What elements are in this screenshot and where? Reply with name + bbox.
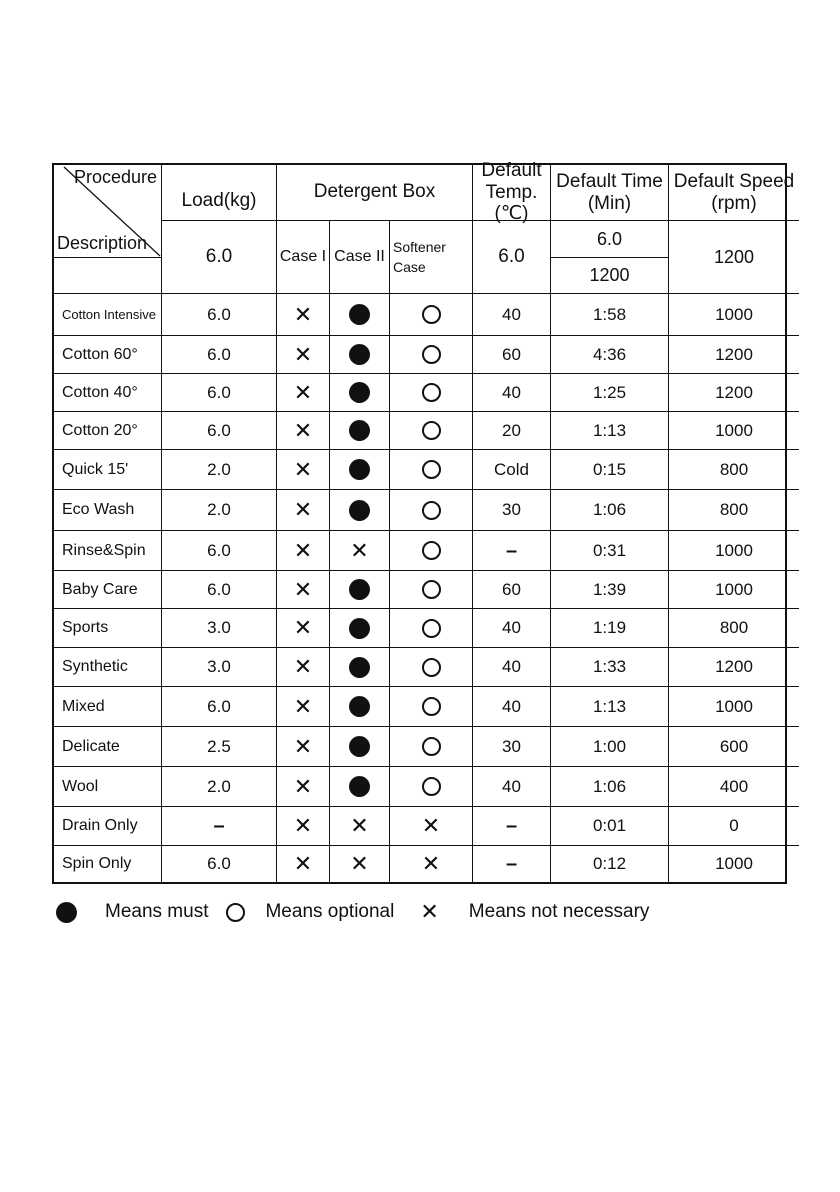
program-name: Cotton 20° xyxy=(62,421,138,439)
program-name-cell xyxy=(54,531,162,571)
time-value: 1:39 xyxy=(592,579,627,599)
cross-icon: ✕ xyxy=(421,851,441,876)
case2-cell xyxy=(330,490,390,531)
speed-value: 0 xyxy=(729,816,739,835)
temp-value: 40 xyxy=(502,696,521,716)
case2-cell xyxy=(330,450,390,490)
case1-cell xyxy=(277,807,330,846)
speed-cell xyxy=(669,767,799,807)
case2-cell xyxy=(330,336,390,374)
temp-cell xyxy=(473,294,551,336)
program-name: Wool xyxy=(62,777,99,795)
case2-cell xyxy=(330,294,390,336)
load-cell xyxy=(162,727,277,767)
default-time-header xyxy=(551,165,669,221)
softener-cell xyxy=(390,412,473,450)
time-value: 0:15 xyxy=(592,459,627,479)
speed-cell xyxy=(669,807,799,846)
filled-circle-icon xyxy=(349,776,370,797)
load-cell xyxy=(162,609,277,648)
cross-icon: ✕ xyxy=(293,773,313,799)
load-value: 3.0 xyxy=(207,657,231,676)
load-value: 6.0 xyxy=(207,579,231,599)
time-cell xyxy=(551,294,669,336)
program-name-cell xyxy=(54,648,162,687)
load-value: 2.5 xyxy=(207,736,231,756)
softener-cell xyxy=(390,294,473,336)
case1-cell xyxy=(277,374,330,412)
program-name-cell xyxy=(54,846,162,882)
legend-must: Means must xyxy=(105,901,209,922)
cross-icon: ✕ xyxy=(293,851,313,876)
load-value: 6.0 xyxy=(207,420,231,440)
speed-cell xyxy=(669,412,799,450)
program-name-cell xyxy=(54,412,162,450)
time-value: 1:13 xyxy=(592,420,627,440)
speed-cell xyxy=(669,609,799,648)
time-cell xyxy=(551,336,669,374)
program-table xyxy=(52,159,795,884)
default-speed-header-text: Default Speed (rpm) xyxy=(673,170,795,214)
filled-circle-icon xyxy=(349,459,370,480)
time-cell xyxy=(551,609,669,648)
cross-icon: ✕ xyxy=(293,417,313,443)
case2-cell xyxy=(330,687,390,727)
time-cell xyxy=(551,648,669,687)
case1-cell xyxy=(277,336,330,374)
program-name-cell xyxy=(54,490,162,531)
load-value: 6.0 xyxy=(207,696,231,716)
speed-value: 1000 xyxy=(715,696,753,716)
description-label: Description xyxy=(57,233,148,253)
filled-circle-icon xyxy=(349,304,370,325)
case1-cell xyxy=(277,490,330,531)
program-name-cell xyxy=(54,571,162,609)
cross-icon: ✕ xyxy=(293,576,313,602)
load-value: 3.0 xyxy=(207,618,231,637)
case2-cell xyxy=(330,648,390,687)
program-name: Spin Only xyxy=(62,855,132,872)
temp-cell xyxy=(473,412,551,450)
softener-cell xyxy=(390,336,473,374)
time-value: 0:01 xyxy=(592,816,627,835)
load-cell xyxy=(162,571,277,609)
temp-value: 40 xyxy=(502,304,521,324)
time-cell xyxy=(551,687,669,727)
load-value: 6.0 xyxy=(162,221,277,294)
time-cell xyxy=(551,807,669,846)
default-speed-header xyxy=(669,165,799,221)
softener-header xyxy=(390,221,473,294)
load-value: 6.0 xyxy=(207,540,231,560)
open-circle-icon xyxy=(422,541,441,560)
program-name-cell xyxy=(54,687,162,727)
load-cell xyxy=(162,531,277,571)
cross-icon: ✕ xyxy=(293,456,313,482)
temp-cell xyxy=(473,490,551,531)
case1-cell xyxy=(277,767,330,807)
filled-circle-icon xyxy=(349,657,370,678)
open-circle-icon xyxy=(422,777,441,796)
program-name-cell xyxy=(54,767,162,807)
temp-value: 40 xyxy=(502,618,521,637)
load-value: 6.0 xyxy=(207,344,231,364)
cross-icon: ✕ xyxy=(421,813,441,838)
program-name: Cotton 40° xyxy=(62,383,138,401)
temp-value: 30 xyxy=(502,736,521,756)
load-cell xyxy=(162,846,277,882)
speed-cell xyxy=(669,294,799,336)
open-circle-icon xyxy=(422,697,441,716)
filled-circle-icon xyxy=(56,902,77,923)
program-name: Delicate xyxy=(62,737,120,755)
case1-cell xyxy=(277,412,330,450)
speed-cell xyxy=(669,374,799,412)
cross-icon: ✕ xyxy=(293,813,313,838)
cross-icon: ✕ xyxy=(293,379,313,405)
open-circle-icon xyxy=(422,580,441,599)
program-name: Rinse&Spin xyxy=(62,541,146,559)
case2-cell xyxy=(330,727,390,767)
default-time-header-text: Default Time (Min) xyxy=(556,170,663,214)
case1-cell xyxy=(277,450,330,490)
load-cell xyxy=(162,412,277,450)
legend-not-necessary: Means not necessary xyxy=(468,901,650,922)
cross-icon: ✕ xyxy=(293,537,313,563)
time-cell xyxy=(551,490,669,531)
case1-cell xyxy=(277,648,330,687)
softener-cell xyxy=(390,571,473,609)
speed-cell xyxy=(669,450,799,490)
speed-cell xyxy=(669,727,799,767)
load-value: 6.0 xyxy=(207,304,231,324)
time-value: 1:13 xyxy=(592,696,627,716)
load-header: Load(kg) xyxy=(162,165,277,221)
cross-icon: ✕ xyxy=(293,654,313,679)
speed-value: 1200 xyxy=(715,657,753,676)
time-cell xyxy=(551,412,669,450)
cross-icon: ✕ xyxy=(350,851,369,876)
procedure-description-header xyxy=(54,165,162,258)
speed-value: 1000 xyxy=(715,540,753,560)
temp-cell xyxy=(473,807,551,846)
cross-icon: ✕ xyxy=(293,341,313,367)
softener-cell xyxy=(390,767,473,807)
speed-value: 800 xyxy=(719,618,749,637)
case1-cell xyxy=(277,531,330,571)
case2-header: Case II xyxy=(330,221,390,294)
temp-value: Cold xyxy=(494,459,529,479)
temp-cell xyxy=(473,727,551,767)
speed-cell xyxy=(669,846,799,882)
temp-cell xyxy=(473,374,551,412)
program-name: Drain Only xyxy=(62,817,138,834)
speed-value: 800 xyxy=(719,459,749,479)
time-cell xyxy=(551,727,669,767)
filled-circle-icon xyxy=(349,344,370,365)
time-value: 1:25 xyxy=(592,382,627,402)
open-circle-icon xyxy=(422,383,441,402)
softener-header-text: Softener Case xyxy=(393,238,446,275)
filled-circle-icon xyxy=(349,618,370,639)
case2-cell xyxy=(330,571,390,609)
load-value: – xyxy=(213,815,225,837)
load-cell xyxy=(162,294,277,336)
temp-cell xyxy=(473,531,551,571)
speed-value: 1000 xyxy=(715,304,753,324)
program-name-cell xyxy=(54,294,162,336)
case1-cell xyxy=(277,294,330,336)
case1-cell xyxy=(277,609,330,648)
cross-icon: ✕ xyxy=(293,615,313,640)
default-temp-header xyxy=(473,159,551,225)
case1-cell xyxy=(277,571,330,609)
load-cell xyxy=(162,767,277,807)
program-name: Mixed xyxy=(62,697,105,715)
case2-cell xyxy=(330,767,390,807)
case1-header: Case I xyxy=(277,221,330,294)
procedure-label: Procedure xyxy=(73,167,157,187)
speed-value: 1000 xyxy=(715,420,753,440)
load-cell xyxy=(162,807,277,846)
time-value: 0:31 xyxy=(592,540,627,560)
softener-cell xyxy=(390,450,473,490)
cross-icon: ✕ xyxy=(293,497,313,522)
temp-value: 40 xyxy=(502,382,521,402)
load-value: 6.0 xyxy=(207,854,231,873)
time-value: 1:06 xyxy=(592,500,627,519)
program-name: Baby Care xyxy=(62,580,138,598)
detergent-box-header: Detergent Box xyxy=(277,165,473,221)
program-name-cell xyxy=(54,609,162,648)
time-value: 0:12 xyxy=(592,854,627,873)
speed-value: 1200 xyxy=(669,221,799,294)
program-name: Synthetic xyxy=(62,658,128,675)
cross-icon: ✕ xyxy=(350,813,369,838)
load-cell xyxy=(162,490,277,531)
temp-cell xyxy=(473,648,551,687)
case2-cell xyxy=(330,846,390,882)
speed-cell xyxy=(669,531,799,571)
open-circle-icon xyxy=(422,460,441,479)
program-name-cell xyxy=(54,336,162,374)
time-cell xyxy=(551,846,669,882)
softener-cell xyxy=(390,727,473,767)
load-cell xyxy=(162,648,277,687)
speed-value: 1000 xyxy=(715,854,753,873)
temp-value: – xyxy=(505,853,518,875)
temp-cell xyxy=(473,450,551,490)
temp-cell xyxy=(473,846,551,882)
speed-cell xyxy=(669,648,799,687)
time-value-top: 6.0 xyxy=(551,221,669,258)
time-value: 1:19 xyxy=(592,618,627,637)
load-value: 2.0 xyxy=(207,776,231,796)
open-circle-icon xyxy=(226,903,245,922)
load-cell xyxy=(162,450,277,490)
speed-cell xyxy=(669,336,799,374)
temp-value: 60 xyxy=(502,579,521,599)
temp-cell xyxy=(473,571,551,609)
time-cell xyxy=(551,374,669,412)
program-name-cell xyxy=(54,727,162,767)
load-value: 2.0 xyxy=(207,500,231,519)
filled-circle-icon xyxy=(349,736,370,757)
time-cell xyxy=(551,450,669,490)
program-name: Eco Wash xyxy=(62,501,135,518)
filled-circle-icon xyxy=(349,579,370,600)
temp-value: 30 xyxy=(502,500,521,519)
program-name: Sports xyxy=(62,619,109,636)
load-cell xyxy=(162,374,277,412)
speed-value: 400 xyxy=(719,776,749,796)
speed-cell xyxy=(669,687,799,727)
open-circle-icon xyxy=(422,305,441,324)
case2-cell xyxy=(330,374,390,412)
program-name: Cotton 60° xyxy=(62,345,138,363)
softener-cell xyxy=(390,687,473,727)
time-cell xyxy=(551,571,669,609)
time-value: 1:06 xyxy=(592,776,627,796)
speed-cell xyxy=(669,571,799,609)
time-value: 1:00 xyxy=(592,736,627,756)
case2-cell xyxy=(330,412,390,450)
time-value: 4:36 xyxy=(592,344,627,364)
cross-icon: ✕ xyxy=(293,693,313,719)
cross-icon: ✕ xyxy=(350,537,369,563)
filled-circle-icon xyxy=(349,500,370,521)
legend xyxy=(52,898,792,926)
speed-value: 600 xyxy=(719,736,749,756)
time-value: 1:33 xyxy=(592,657,627,676)
temp-value: 6.0 xyxy=(473,221,551,294)
speed-cell xyxy=(669,490,799,531)
speed-value: 1200 xyxy=(715,382,753,402)
program-name-cell xyxy=(54,374,162,412)
filled-circle-icon xyxy=(349,382,370,403)
time-cell xyxy=(551,767,669,807)
speed-value: 800 xyxy=(719,500,749,519)
temp-value: – xyxy=(505,539,518,562)
softener-cell xyxy=(390,490,473,531)
time-value-bottom: 1200 xyxy=(551,258,669,294)
temp-value: 60 xyxy=(502,344,521,364)
default-temp-header-text: Default Temp.(℃) xyxy=(481,159,542,225)
speed-value: 1200 xyxy=(715,344,753,364)
open-circle-icon xyxy=(422,501,441,520)
cross-icon: ✕ xyxy=(293,301,313,327)
temp-value: – xyxy=(505,815,518,837)
open-circle-icon xyxy=(422,737,441,756)
filled-circle-icon xyxy=(349,696,370,717)
temp-cell xyxy=(473,687,551,727)
temp-value: 40 xyxy=(502,657,521,676)
program-name: Cotton Intensive xyxy=(62,307,156,322)
cross-icon: ✕ xyxy=(420,899,439,924)
time-cell xyxy=(551,531,669,571)
case2-cell xyxy=(330,609,390,648)
case1-cell xyxy=(277,727,330,767)
softener-cell xyxy=(390,846,473,882)
open-circle-icon xyxy=(422,421,441,440)
case1-cell xyxy=(277,687,330,727)
open-circle-icon xyxy=(422,619,441,638)
program-name: Quick 15' xyxy=(62,460,129,478)
legend-optional: Means optional xyxy=(265,901,395,922)
case2-cell xyxy=(330,807,390,846)
temp-cell xyxy=(473,609,551,648)
load-value: 2.0 xyxy=(207,459,231,479)
load-cell xyxy=(162,687,277,727)
softener-cell xyxy=(390,807,473,846)
temp-value: 20 xyxy=(502,420,521,440)
softener-cell xyxy=(390,648,473,687)
corner-filler xyxy=(54,258,162,294)
load-cell xyxy=(162,336,277,374)
program-name-cell xyxy=(54,807,162,846)
case1-cell xyxy=(277,846,330,882)
speed-value: 1000 xyxy=(715,579,753,599)
cross-icon: ✕ xyxy=(293,733,313,759)
open-circle-icon xyxy=(422,345,441,364)
open-circle-icon xyxy=(422,658,441,677)
case2-cell xyxy=(330,531,390,571)
softener-cell xyxy=(390,374,473,412)
program-name-cell xyxy=(54,450,162,490)
load-value: 6.0 xyxy=(207,382,231,402)
filled-circle-icon xyxy=(349,420,370,441)
time-value: 1:58 xyxy=(592,304,627,324)
softener-cell xyxy=(390,531,473,571)
temp-value: 40 xyxy=(502,776,521,796)
softener-cell xyxy=(390,609,473,648)
temp-cell xyxy=(473,336,551,374)
temp-cell xyxy=(473,767,551,807)
